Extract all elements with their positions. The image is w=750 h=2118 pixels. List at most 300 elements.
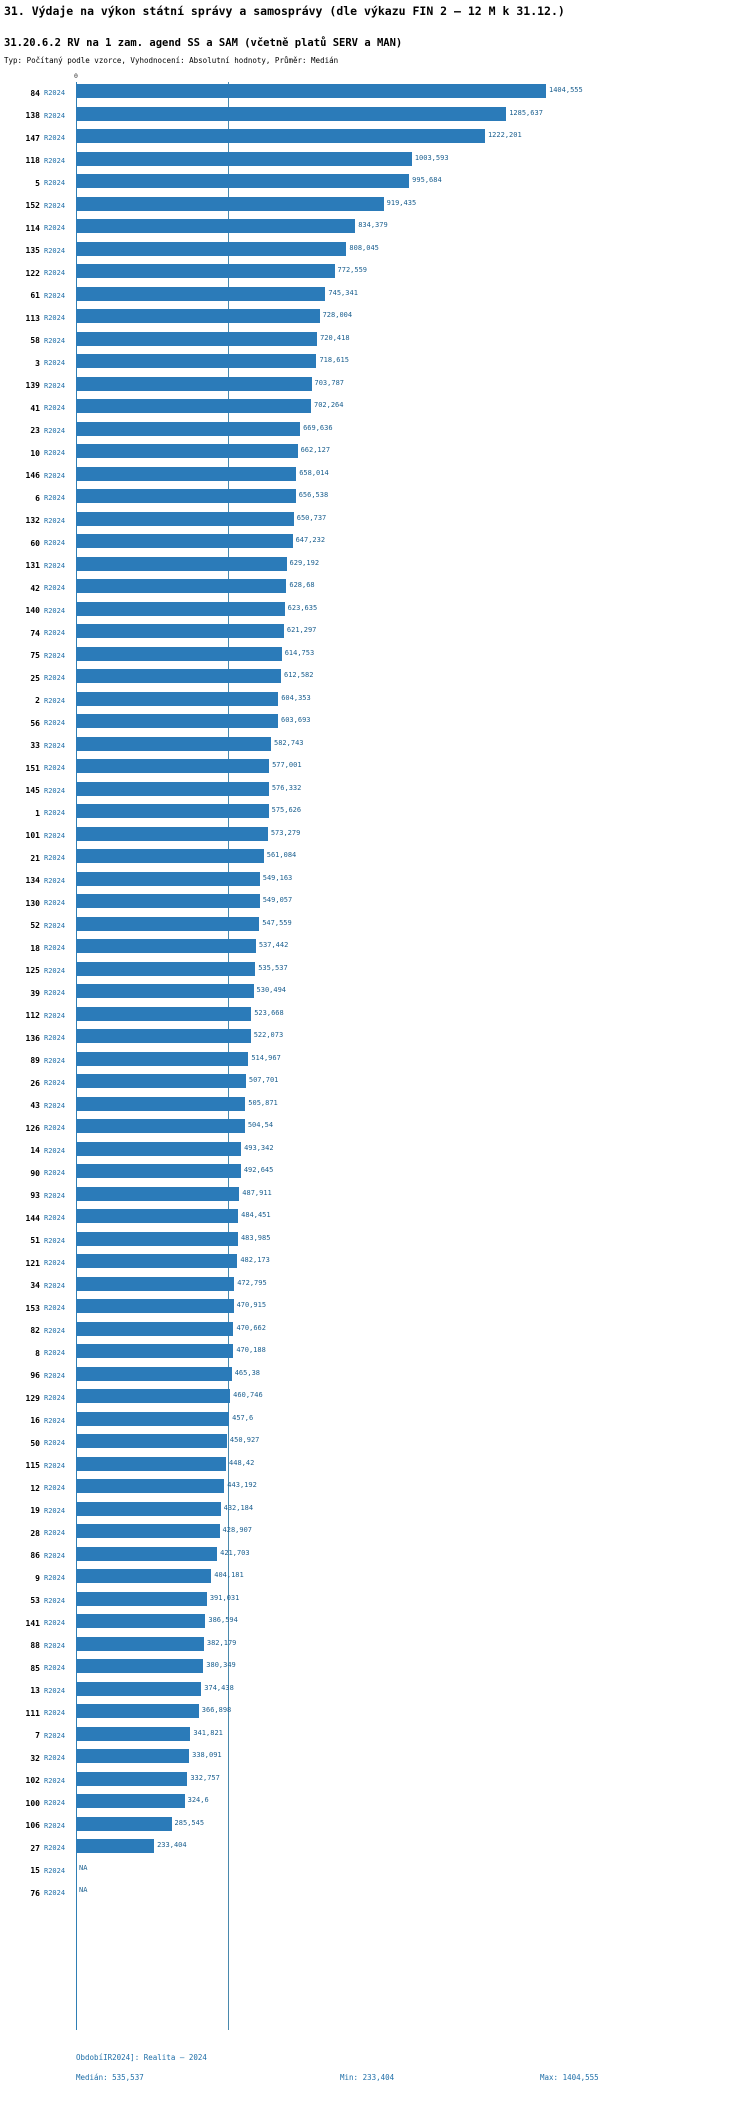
bar-row[interactable]: [0, 217, 750, 240]
bar-value-label: 573,279: [270, 828, 301, 837]
bar[interactable]: [76, 287, 325, 301]
bar[interactable]: [76, 962, 255, 976]
bar-row[interactable]: [0, 1297, 750, 1320]
bar[interactable]: [76, 1502, 221, 1516]
bar-value-label: 650,737: [296, 513, 327, 522]
bar-value-label: 374,438: [204, 1683, 234, 1692]
bar[interactable]: [76, 1524, 220, 1538]
bar-row[interactable]: [0, 1140, 750, 1163]
bar-row[interactable]: [0, 375, 750, 398]
bar-series-label: R2024: [44, 584, 66, 593]
bar[interactable]: [76, 1727, 190, 1741]
bar-series-label: R2024: [44, 786, 66, 795]
bar-container: [76, 172, 750, 195]
bar-category-label: 14: [30, 1146, 40, 1156]
bar-row[interactable]: [0, 667, 750, 690]
bar-row[interactable]: [0, 487, 750, 510]
bar-row[interactable]: [0, 1860, 750, 1883]
bar-category-label: 25: [30, 673, 40, 683]
bar[interactable]: [76, 1074, 246, 1088]
bar-container: [76, 262, 750, 285]
bar-category-label: 5: [35, 178, 40, 188]
bar[interactable]: [76, 1277, 234, 1291]
bar-value-label: 492,645: [243, 1166, 274, 1174]
bar-category-label: 21: [30, 853, 40, 863]
bar-container: [76, 82, 750, 105]
bar-container: [76, 1185, 750, 1208]
bar-container: [76, 397, 750, 420]
bar[interactable]: [76, 669, 281, 683]
bar-category-label: 86: [30, 1551, 40, 1561]
bar[interactable]: [76, 422, 300, 436]
bar-row[interactable]: [0, 1072, 750, 1095]
bar-series-label: R2024: [44, 1596, 66, 1605]
bar[interactable]: [76, 129, 485, 143]
bar[interactable]: [76, 1412, 229, 1426]
bar-row[interactable]: [0, 1612, 750, 1635]
bar-row[interactable]: [0, 420, 750, 443]
bar[interactable]: [76, 827, 268, 841]
bar-row[interactable]: [0, 1500, 750, 1523]
bar[interactable]: [76, 219, 355, 233]
bar-category-label: 141: [25, 1618, 40, 1628]
bar-row[interactable]: [0, 1117, 750, 1140]
bar-container: [76, 960, 750, 983]
bar-category-label: 112: [25, 1011, 40, 1021]
bar-container: [76, 1477, 750, 1500]
bar-row[interactable]: [0, 1680, 750, 1703]
bar-row[interactable]: [0, 915, 750, 938]
bar[interactable]: [76, 1772, 187, 1786]
bar-value-label: 582,743: [274, 738, 304, 747]
bar-value-label: 483,985: [240, 1233, 271, 1242]
bar-row[interactable]: [0, 892, 750, 915]
bar-category-label: 2: [35, 696, 40, 706]
bar-row[interactable]: [0, 622, 750, 645]
bar-value-label: 1003,593: [414, 153, 449, 162]
bar-value-label: 547,559: [262, 918, 292, 927]
bar-category-label: 9: [35, 1573, 40, 1583]
bar-category-label: 41: [30, 403, 40, 413]
bar-value-label: 720,418: [320, 333, 350, 342]
bar-row[interactable]: [0, 982, 750, 1005]
bar-container: [76, 1815, 750, 1838]
bar-category-label: 15: [30, 1866, 40, 1876]
bar-category-label: 114: [25, 223, 40, 233]
bar-value-label: 332,757: [190, 1773, 220, 1782]
bar[interactable]: [76, 467, 296, 481]
bar-series-label: R2024: [44, 314, 66, 323]
bar[interactable]: [76, 512, 294, 526]
bar[interactable]: [76, 1187, 239, 1201]
bar-row[interactable]: [0, 307, 750, 330]
bar-value-label: 421,703: [220, 1548, 250, 1557]
bar-row[interactable]: [0, 1545, 750, 1568]
bar[interactable]: [76, 917, 259, 931]
bar[interactable]: [76, 354, 316, 368]
bar-container: [76, 1252, 750, 1275]
bar-row[interactable]: [0, 825, 750, 848]
bar-series-label: R2024: [44, 921, 66, 930]
bar-row[interactable]: [0, 1882, 750, 1905]
bar-row[interactable]: [0, 1657, 750, 1680]
bar-series-label: R2024: [44, 1799, 66, 1808]
bar-series-label: R2024: [44, 1439, 66, 1448]
bar[interactable]: [76, 1637, 204, 1651]
bar[interactable]: [76, 782, 269, 796]
bar-category-label: 56: [30, 718, 40, 728]
bar[interactable]: [76, 1592, 207, 1606]
bar-category-label: 151: [25, 763, 40, 773]
bar-row[interactable]: [0, 1792, 750, 1815]
bar-value-label: 338,091: [192, 1751, 222, 1759]
bar-container: [76, 1275, 750, 1298]
bar-row[interactable]: [0, 150, 750, 173]
bar-value-label: 482,173: [240, 1256, 270, 1264]
bar-row[interactable]: [0, 397, 750, 420]
bar-value-label: 1222,201: [487, 131, 522, 139]
bar-series-label: R2024: [44, 1529, 66, 1538]
bar-value-label: 470,915: [236, 1301, 267, 1309]
bar[interactable]: [76, 1322, 233, 1336]
bar-value-label: 484,451: [241, 1211, 271, 1219]
bar-row[interactable]: [0, 1522, 750, 1545]
bar[interactable]: [76, 1839, 154, 1853]
bar-row[interactable]: [0, 195, 750, 218]
bar[interactable]: [76, 1209, 238, 1223]
bar-row[interactable]: [0, 847, 750, 870]
bar-value-label: 504,54: [247, 1121, 274, 1129]
bar[interactable]: [76, 1119, 245, 1133]
bar[interactable]: [76, 579, 286, 593]
bar-container: [76, 1747, 750, 1770]
bar-container: [76, 1027, 750, 1050]
bar-series-label: R2024: [44, 1326, 66, 1335]
bar-series-label: R2024: [44, 539, 66, 548]
bar-row[interactable]: [0, 1477, 750, 1500]
bar-row[interactable]: [0, 960, 750, 983]
bar-row[interactable]: [0, 577, 750, 600]
bar-series-label: R2024: [44, 651, 66, 660]
bar-container: [76, 105, 750, 128]
bar-row[interactable]: [0, 870, 750, 893]
bar-container: [76, 780, 750, 803]
bar[interactable]: [76, 1142, 241, 1156]
bar-value-label: 658,014: [299, 468, 329, 477]
bar[interactable]: [76, 1457, 226, 1471]
bar-value-label: 669,636: [303, 423, 333, 432]
bar[interactable]: [76, 1007, 251, 1021]
bar-category-label: 28: [30, 1528, 40, 1538]
bar-series-label: R2024: [44, 989, 66, 998]
bar-row[interactable]: [0, 352, 750, 375]
bar-row[interactable]: [0, 1387, 750, 1410]
bar[interactable]: [76, 84, 546, 98]
bar[interactable]: [76, 332, 317, 346]
bar-container: [76, 1657, 750, 1680]
bar[interactable]: [76, 714, 278, 728]
bar-row[interactable]: [0, 532, 750, 555]
bar-series-label: R2024: [44, 381, 66, 390]
bar-category-label: 100: [25, 1798, 40, 1808]
bar-series-label: R2024: [44, 1124, 66, 1133]
bar-category-label: 8: [35, 1348, 40, 1358]
bar-container: [76, 577, 750, 600]
bar-category-label: 126: [25, 1123, 40, 1133]
bar[interactable]: [76, 984, 254, 998]
bar-row[interactable]: [0, 510, 750, 533]
bar-series-label: R2024: [44, 179, 66, 188]
bar-row[interactable]: [0, 442, 750, 465]
bar[interactable]: [76, 1547, 217, 1561]
bar[interactable]: [76, 107, 506, 121]
bar[interactable]: [76, 1232, 238, 1246]
bar-value-label: 382,179: [206, 1638, 237, 1647]
bar[interactable]: [76, 1614, 205, 1628]
bar-container: [76, 1432, 750, 1455]
bar[interactable]: [76, 939, 256, 953]
bar-row[interactable]: [0, 645, 750, 668]
bar[interactable]: [76, 242, 346, 256]
bar-value-label: 614,753: [284, 648, 315, 657]
bar-row[interactable]: [0, 600, 750, 623]
bar[interactable]: [76, 894, 260, 908]
bar-value-label: 472,795: [237, 1278, 267, 1287]
bar-series-label: R2024: [44, 246, 66, 255]
bar-row[interactable]: [0, 1635, 750, 1658]
bar-row[interactable]: [0, 1320, 750, 1343]
bar-category-label: 60: [30, 538, 40, 548]
bar[interactable]: [76, 1164, 241, 1178]
bar-category-label: 138: [25, 111, 40, 121]
bar-row[interactable]: [0, 465, 750, 488]
bar-series-label: R2024: [44, 674, 66, 683]
bar[interactable]: [76, 534, 293, 548]
bar[interactable]: [76, 1659, 203, 1673]
bar-row[interactable]: [0, 1770, 750, 1793]
bar[interactable]: [76, 309, 320, 323]
bar-row[interactable]: [0, 1837, 750, 1860]
bar-row[interactable]: [0, 1455, 750, 1478]
bar-value-label: 603,693: [281, 716, 311, 724]
bar-series-label: R2024: [44, 899, 66, 908]
bar-series-label: R2024: [44, 1889, 66, 1898]
bar[interactable]: [76, 174, 409, 188]
bar-row[interactable]: [0, 757, 750, 780]
bar[interactable]: [76, 197, 384, 211]
bar-series-label: R2024: [44, 1619, 66, 1628]
bar-container: [76, 915, 750, 938]
bar[interactable]: [76, 602, 285, 616]
bar-container: [76, 1567, 750, 1590]
bar[interactable]: [76, 1299, 234, 1313]
bar-series-label: R2024: [44, 629, 66, 638]
bar-category-label: 32: [30, 1753, 40, 1763]
bar-row[interactable]: [0, 780, 750, 803]
bar-row[interactable]: [0, 1230, 750, 1253]
bar-category-label: 74: [30, 628, 40, 638]
bar[interactable]: [76, 1052, 248, 1066]
bar-row[interactable]: [0, 690, 750, 713]
bar-row[interactable]: [0, 1207, 750, 1230]
bar-row[interactable]: [0, 1095, 750, 1118]
bar-series-label: R2024: [44, 1034, 66, 1043]
bar[interactable]: [76, 1682, 201, 1696]
bar-series-label: R2024: [44, 1394, 66, 1403]
bar-container: [76, 127, 750, 150]
bar[interactable]: [76, 152, 412, 166]
bar-row[interactable]: [0, 937, 750, 960]
bar[interactable]: [76, 1029, 251, 1043]
bar-category-label: 122: [25, 268, 40, 278]
bar-category-label: 76: [30, 1888, 40, 1898]
bar-value-label: NA: [79, 1886, 88, 1894]
bar[interactable]: [76, 1794, 185, 1808]
bar-container: [76, 1837, 750, 1860]
bar-row[interactable]: [0, 172, 750, 195]
bar[interactable]: [76, 557, 287, 571]
bar-series-label: R2024: [44, 89, 66, 98]
bar[interactable]: [76, 1704, 199, 1718]
bar-row[interactable]: [0, 1365, 750, 1388]
bar-row[interactable]: [0, 1702, 750, 1725]
bar-value-label: 404,181: [214, 1571, 244, 1579]
bar-value-label: 745,341: [328, 288, 358, 297]
bar-series-label: R2024: [44, 494, 66, 503]
bar-series-label: R2024: [44, 1146, 66, 1155]
bar-row[interactable]: [0, 1162, 750, 1185]
bar-row[interactable]: [0, 105, 750, 128]
bar-row[interactable]: [0, 1252, 750, 1275]
bar-row[interactable]: [0, 1410, 750, 1433]
bar-row[interactable]: [0, 1050, 750, 1073]
bar-row[interactable]: [0, 1432, 750, 1455]
bar-series-label: R2024: [44, 1731, 66, 1740]
bar-row[interactable]: [0, 1275, 750, 1298]
bar-value-label: 718,615: [319, 356, 349, 364]
bar-category-label: 75: [30, 651, 40, 661]
bar-category-label: 115: [25, 1461, 40, 1471]
bar-row[interactable]: [0, 262, 750, 285]
bar-row[interactable]: [0, 1725, 750, 1748]
bar-container: [76, 330, 750, 353]
bar-category-label: 130: [25, 898, 40, 908]
bar-category-label: 61: [30, 291, 40, 301]
bar[interactable]: [76, 264, 335, 278]
bar-row[interactable]: [0, 240, 750, 263]
bar[interactable]: [76, 872, 260, 886]
bar-series-label: R2024: [44, 471, 66, 480]
bar[interactable]: [76, 1254, 237, 1268]
bar-category-label: 113: [25, 313, 40, 323]
bar-container: [76, 1882, 750, 1905]
bar-row[interactable]: [0, 82, 750, 105]
bar-row[interactable]: [0, 1590, 750, 1613]
bar-container: [76, 1140, 750, 1163]
bar-series-label: R2024: [44, 1011, 66, 1020]
bar[interactable]: [76, 804, 269, 818]
bar-series-label: R2024: [44, 1866, 66, 1875]
bar[interactable]: [76, 444, 298, 458]
bar-category-label: 84: [30, 88, 40, 98]
bar-series-label: R2024: [44, 1371, 66, 1380]
bar-series-label: R2024: [44, 876, 66, 885]
bar-category-label: 7: [35, 1731, 40, 1741]
bar[interactable]: [76, 377, 312, 391]
bar[interactable]: [76, 1097, 245, 1111]
bar-value-label: 324,6: [187, 1796, 209, 1804]
bar[interactable]: [76, 624, 284, 638]
bar-row[interactable]: [0, 330, 750, 353]
bar[interactable]: [76, 1569, 211, 1583]
bar-series-label: R2024: [44, 809, 66, 818]
bar[interactable]: [76, 1749, 189, 1763]
bar[interactable]: [76, 849, 264, 863]
bar-value-label: 1285,637: [509, 108, 543, 117]
bar-category-label: 43: [30, 1101, 40, 1111]
bar[interactable]: [76, 1817, 172, 1831]
bar-row[interactable]: [0, 1185, 750, 1208]
bar-row[interactable]: [0, 1567, 750, 1590]
bar[interactable]: [76, 489, 296, 503]
bar-series-label: R2024: [44, 831, 66, 840]
bar[interactable]: [76, 1434, 227, 1448]
bar[interactable]: [76, 1367, 232, 1381]
bar-row[interactable]: [0, 285, 750, 308]
bar-value-label: 514,967: [251, 1053, 281, 1062]
bar-row[interactable]: [0, 1027, 750, 1050]
bar[interactable]: [76, 759, 269, 773]
bar[interactable]: [76, 692, 278, 706]
bar-row[interactable]: [0, 735, 750, 758]
bar-series-label: R2024: [44, 719, 66, 728]
bar-row[interactable]: [0, 1342, 750, 1365]
bar-series-label: R2024: [44, 696, 66, 705]
bar-row[interactable]: [0, 1747, 750, 1770]
bar-series-label: R2024: [44, 1484, 66, 1493]
bar-container: [76, 622, 750, 645]
bar-container: [76, 802, 750, 825]
bar-category-label: 10: [30, 448, 40, 458]
bar[interactable]: [76, 647, 282, 661]
bar-series-label: R2024: [44, 1686, 66, 1695]
bar-series-label: R2024: [44, 1461, 66, 1470]
bar[interactable]: [76, 1479, 224, 1493]
bar-row[interactable]: [0, 1815, 750, 1838]
bar-series-label: R2024: [44, 336, 66, 345]
bar[interactable]: [76, 1344, 233, 1358]
bar[interactable]: [76, 1389, 230, 1403]
bar-row[interactable]: [0, 802, 750, 825]
bar-value-label: 703,787: [314, 378, 345, 387]
bar-row[interactable]: [0, 1005, 750, 1028]
bar-container: [76, 1072, 750, 1095]
bar-container: [76, 285, 750, 308]
footer-period: ObdobíIR2024]: Realita – 2024: [76, 2053, 207, 2062]
bar-series-label: R2024: [44, 561, 66, 570]
bar-category-label: 26: [30, 1078, 40, 1088]
bar-row[interactable]: [0, 127, 750, 150]
bar-value-label: 537,442: [258, 941, 289, 949]
bar-row[interactable]: [0, 712, 750, 735]
bar-row[interactable]: [0, 555, 750, 578]
bar-series-label: R2024: [44, 1079, 66, 1088]
bar-container: [76, 1680, 750, 1703]
bar[interactable]: [76, 399, 311, 413]
bar-category-label: 144: [25, 1213, 40, 1223]
bar-value-label: 493,342: [244, 1143, 274, 1152]
bar[interactable]: [76, 737, 271, 751]
